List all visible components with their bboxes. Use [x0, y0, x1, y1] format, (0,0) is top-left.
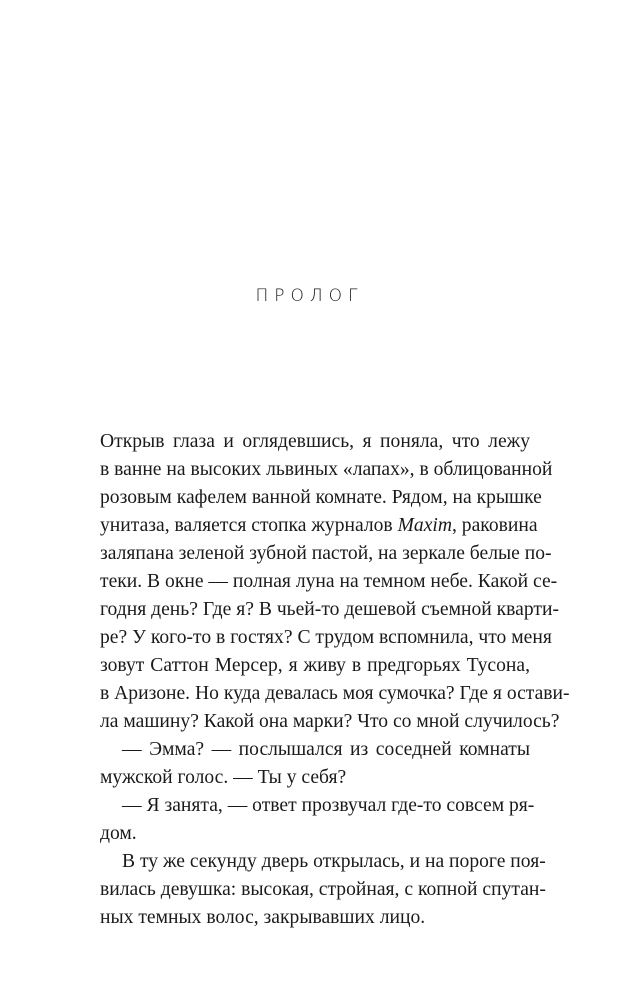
text-line: годня день? Где я? В чьей-то дешевой съемной кварти- — [100, 599, 559, 620]
text-line — [100, 512, 538, 540]
text-line: заляпана зеленой зубной пастой, на зеркале белые по- — [100, 543, 552, 564]
text-fragment: , раковина — [452, 515, 538, 536]
chapter-title: ПРОЛОГ — [255, 286, 364, 306]
text-fragment: унитаза, валяется стопка журналов — [100, 515, 398, 536]
text-line: Открыв глаза и оглядевшись, я поняла, что лежу — [100, 431, 530, 452]
text-line: ных темных волос, закрывавших лицо. — [100, 907, 426, 928]
text-line: теки. В окне — полная луна на темном небе. Какой се- — [100, 571, 558, 592]
text-line: В ту же секунду дверь открылась, и на пороге поя- — [122, 851, 546, 872]
text-line: — Я занята, — ответ прозвучал где-то совсем ря- — [122, 795, 535, 816]
text-line: вилась девушка: высокая, стройная, с копной спутан- — [100, 879, 546, 900]
text-line: розовым кафелем ванной комнате. Рядом, на крышке — [100, 487, 542, 508]
italic-magazine-title: Maxim — [397, 515, 452, 536]
text-line: дом. — [100, 823, 137, 844]
text-line: в ванне на высоких львиных «лапах», в облицованной — [100, 459, 553, 480]
text-line: ре? У кого-то в гостях? С трудом вспомнила, что меня — [100, 627, 552, 648]
text-line: зовут Саттон Мерсер, я живу в предгорьях Тусона, — [100, 655, 530, 676]
body-text — [100, 428, 570, 932]
text-line: в Аризоне. Но куда девалась моя сумочка? Где я остави- — [100, 683, 570, 704]
text-line: — Эмма? — послышался из соседней комнаты — [122, 739, 530, 760]
text-line: мужской голос. — Ты у себя? — [100, 767, 347, 788]
text-line: ла машину? Какой она марки? Что со мной случилось? — [100, 711, 560, 732]
